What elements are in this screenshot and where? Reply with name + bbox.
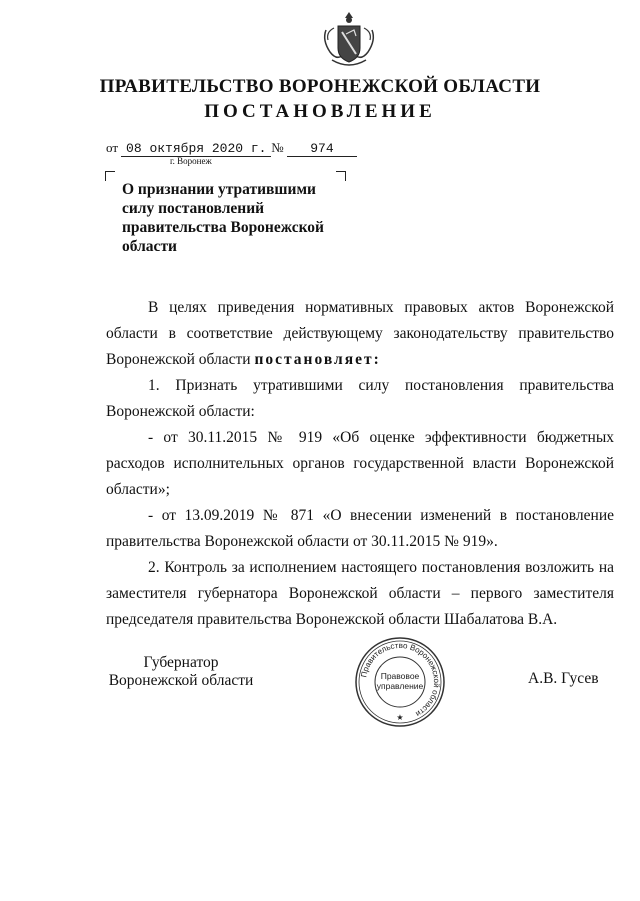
resolves-word: постановляет: [254, 351, 381, 368]
document-number: 974 [287, 141, 357, 157]
intro-text: В целях приведения нормативных правовых актов Воронежской области в соответствие действующему законодательству правительство Воронежской области [106, 299, 614, 368]
coat-of-arms-icon [320, 10, 378, 72]
document-place: г. Воронеж [170, 156, 212, 166]
date-number-line [106, 140, 357, 157]
stamp-star-icon: ★ [396, 713, 404, 722]
body-item-2: 2. Контроль за исполнением настоящего постановления возложить на заместителя губернатора Воронежской области – первого заместителя председателя правительства Воронежской области Шабалатова В.А. [106, 559, 614, 628]
signer-position-line2: Воронежской области [108, 672, 254, 689]
subject-corner-right [336, 171, 346, 181]
document-subject: О признании утратившими силу постановлений правительства Воронежской области [122, 181, 324, 255]
body-item-1b: - от 13.09.2019 № 871 «О внесении изменений в постановление правительства Воронежской области от 30.11.2015 № 919». [106, 507, 614, 550]
document-date: 08 октября 2020 г. [121, 141, 271, 157]
stamp-center-line1: Правовое [380, 671, 420, 681]
official-stamp [354, 636, 446, 728]
stamp-ring-text: Правительство Воронежской области [359, 640, 442, 719]
stamp-center-line2: управление [376, 681, 424, 691]
number-prefix: № [271, 140, 284, 155]
body-item-1: 1. Признать утратившими силу постановления правительства Воронежской области: [106, 377, 614, 420]
subject-corner-left [105, 171, 115, 181]
signer-name: А.В. Гусев [528, 670, 599, 687]
signer-position-line1: Губернатор [143, 654, 219, 671]
body-item-1a: - от 30.11.2015 № 919 «Об оценке эффективности бюджетных расходов исполнительных органов государственной власти Воронежской области»; [106, 429, 614, 498]
date-prefix: от [106, 140, 119, 155]
government-title: ПРАВИТЕЛЬСТВО ВОРОНЕЖСКОЙ ОБЛАСТИ [99, 76, 541, 97]
document-type-title: ПОСТАНОВЛЕНИЕ [204, 101, 436, 122]
body-intro [106, 295, 614, 373]
document-body [106, 295, 614, 633]
signer-position [106, 654, 256, 690]
